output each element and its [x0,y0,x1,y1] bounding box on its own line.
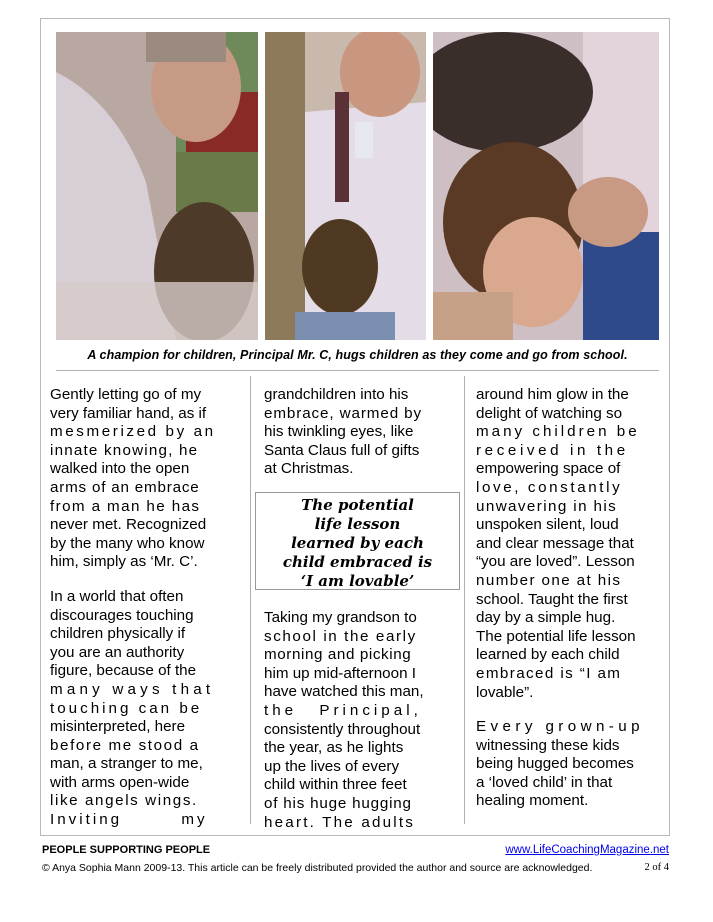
text-line: embraced is “I am [476,664,622,682]
text-line: school in the early [264,627,417,645]
text-line: Santa Claus full of gifts [264,441,420,459]
text-line: consistently throughout [264,720,421,738]
text-line: you are an authority [50,643,185,661]
text-line: delight of watching so [476,404,623,422]
paragraph-2 [50,588,237,830]
text-line: discourages touching [50,606,194,624]
text-line: Inviting my [50,811,208,829]
text-line: day by a simple hug. [476,609,616,627]
text-line: learned by each child [476,646,620,664]
text-line: In a world that often [50,587,184,605]
text-line: Every grown-up [476,718,644,736]
text-line: up the lives of every [264,757,400,775]
text-line: school. Taught the first [476,590,628,608]
text-line: mesmerized by an [50,423,216,441]
text-line: unspoken silent, loud [476,516,619,534]
text-line: from a man he has [50,497,201,515]
text-line: Taking my grandson to [264,609,417,626]
footer-section-title: PEOPLE SUPPORTING PEOPLE [42,844,211,856]
text-line: children physically if [50,625,186,643]
principal-hug-photo-2 [265,32,426,340]
text-line: with arms open-wide [50,773,190,791]
text-line: have watched this man, [264,683,424,701]
text-line: many children be [476,423,640,441]
text-line: at Christmas. [264,460,354,478]
text-line: embrace, warmed by [264,404,423,422]
photo-caption: A champion for children, Principal Mr. C, hugs children as they come and go from school. [87,348,628,362]
text-line: child within three feet [264,776,407,794]
principal-hug-photo-1 [56,32,258,340]
text-line: misinterpreted, here [50,718,186,736]
divider [56,370,659,371]
pull-quote [255,492,460,590]
text-line: a ‘loved child’ in that [476,773,613,791]
pull-quote-line: The potential [301,496,414,514]
pull-quote-line: life lesson [314,515,401,533]
text-line: many ways that [50,680,215,698]
text-line: the Principal, [264,701,422,719]
text-line: of his huge hugging [264,794,412,812]
text-line: “you are loved”. Lesson [476,553,635,571]
text-line: around him glow in the [476,386,629,403]
article-column-2-bottom [264,609,448,832]
column-divider [250,376,251,824]
text-line: man, a stranger to me, [50,755,203,773]
text-line: lovable”. [476,683,534,701]
text-line: his twinkling eyes, like [264,423,414,441]
paragraph-1 [50,386,237,572]
pull-quote-line: ‘I am lovable’ [300,572,415,590]
text-line: innate knowing, he [50,441,199,459]
text-line: being hugged becomes [476,755,634,773]
copyright-notice: © Anya Sophia Mann 2009-13. This article can be freely distributed provided the author and source are acknowledged. [42,862,593,874]
text-line: healing moment. [476,792,589,810]
text-line: him up mid-afternoon I [264,664,416,682]
text-line: touching can be [50,699,203,717]
article-column-2-top [264,386,448,479]
text-line: him, simply as ‘Mr. C’. [50,553,198,571]
text-line: morning and picking [264,646,412,664]
text-line: empowering space of [476,460,621,478]
text-line: by the many who know [50,534,205,552]
paragraph-1 [476,386,661,702]
text-line: The potential life lesson [476,627,636,645]
page-number: 2 of 4 [644,862,669,873]
pull-quote-line: learned by each [291,534,424,552]
text-line: number one at his [476,571,622,589]
text-line: before me stood a [50,736,200,754]
principal-hug-photo-3 [433,32,659,340]
text-line: like angels wings. [50,792,198,810]
magazine-link[interactable]: www.LifeCoachingMagazine.net [505,844,669,856]
paragraph-2 [476,718,661,811]
text-line: walked into the open [50,460,190,478]
pull-quote-line: child embraced is [282,553,433,571]
text-line: figure, because of the [50,662,197,680]
text-line: received in the [476,441,629,459]
text-line: unwavering in his [476,497,618,515]
text-line: and clear message that [476,534,634,552]
article-column-3 [476,386,661,811]
text-line: never met. Recognized [50,516,207,534]
column-divider [464,376,465,824]
text-line: grandchildren into his [264,386,409,403]
text-line: the year, as he lights [264,739,404,757]
text-line: witnessing these kids [476,736,620,754]
text-line: heart. The adults [264,813,416,831]
text-line: Gently letting go of my [50,386,202,403]
text-line: very familiar hand, as if [50,404,207,422]
text-line: love, constantly [476,478,623,496]
article-column-1 [50,386,237,830]
text-line: arms of an embrace [50,478,200,496]
